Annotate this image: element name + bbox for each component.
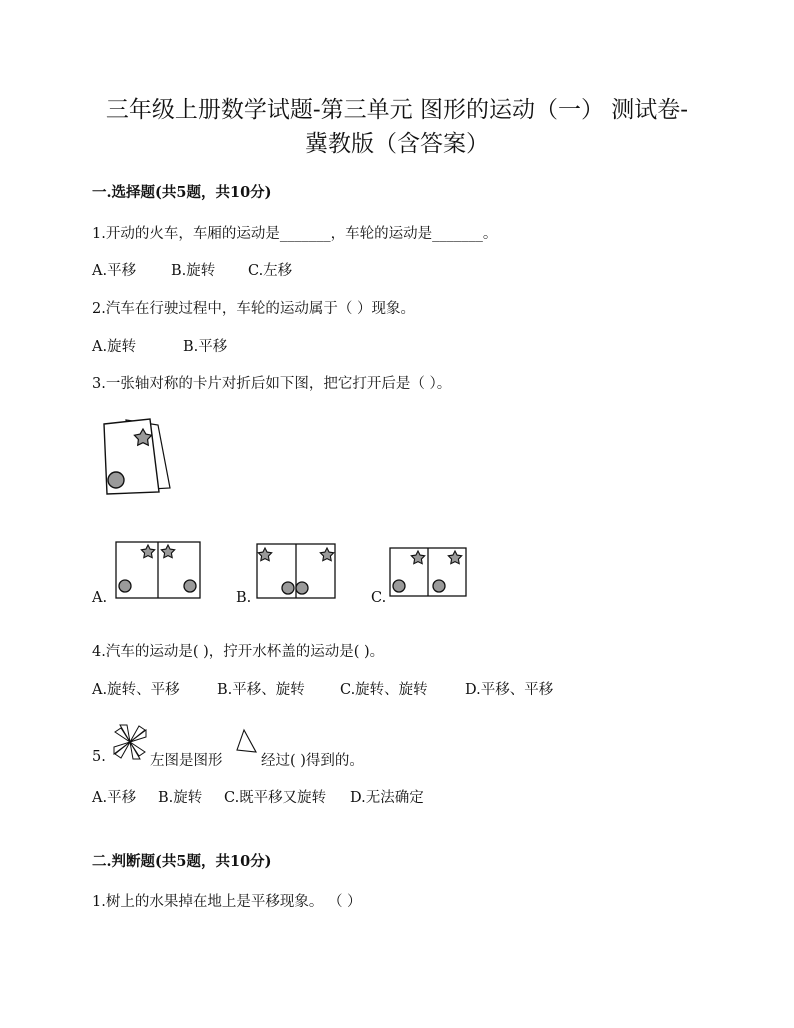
q3-option-c-figure	[388, 546, 468, 598]
q4-option-d: D.平移、平移	[465, 682, 554, 698]
circle-icon	[184, 580, 196, 592]
circle-icon	[393, 580, 405, 592]
q5-option-a: A.平移	[92, 790, 137, 806]
circle-icon	[108, 472, 124, 488]
question-3-text: 3.一张轴对称的卡片对折后如下图，把它打开后是（ ）。	[92, 376, 452, 392]
q1-option-a: A.平移	[92, 263, 137, 279]
q3-option-b-label: B.	[236, 590, 252, 606]
circle-icon	[296, 582, 308, 594]
page-title-line-1: 三年级上册数学试题-第三单元 图形的运动（一） 测试卷-	[105, 97, 689, 123]
question-2-text: 2.汽车在行驶过程中，车轮的运动属于（ ）现象。	[92, 301, 415, 317]
q1-option-c: C.左移	[248, 263, 293, 279]
circle-icon	[433, 580, 445, 592]
folded-card-figure	[100, 416, 172, 498]
q5-option-c: C.既平移又旋转	[224, 790, 327, 806]
question-1-text: 1.开动的火车，车厢的运动是_______，车轮的运动是_______。	[92, 226, 498, 242]
q5-option-b: B.旋转	[158, 790, 203, 806]
q3-option-a-label: A.	[92, 590, 108, 606]
circle-icon	[119, 580, 131, 592]
q1-option-b: B.旋转	[171, 263, 216, 279]
q2-option-b: B.平移	[183, 339, 228, 355]
section-1-heading: 一.选择题(共5题，共10分)	[92, 184, 272, 201]
question-5-number: 5.	[92, 749, 106, 765]
q4-option-c: C.旋转、旋转	[340, 682, 428, 698]
triangle-figure	[234, 728, 260, 754]
pinwheel-figure	[112, 724, 148, 760]
q5-option-d: D.无法确定	[350, 790, 424, 806]
question-4-text: 4.汽车的运动是( )，拧开水杯盖的运动是( )。	[92, 644, 385, 660]
q3-option-b-figure	[255, 542, 337, 600]
question-5-text-a: 左图是图形	[150, 753, 223, 769]
circle-icon	[282, 582, 294, 594]
q3-option-c-label: C.	[371, 590, 387, 606]
q2-option-a: A.旋转	[92, 339, 137, 355]
q4-option-a: A.旋转、平移	[92, 682, 180, 698]
q3-option-a-figure	[114, 540, 202, 600]
q4-option-b: B.平移、旋转	[217, 682, 305, 698]
judgement-question-1-text: 1.树上的水果掉在地上是平移现象。 （ ）	[92, 894, 362, 910]
question-5-text-b: 经过( )得到的。	[261, 753, 364, 769]
section-2-heading: 二.判断题(共5题，共10分)	[92, 853, 272, 870]
page-title-line-2: 冀教版（含答案）	[305, 131, 489, 157]
